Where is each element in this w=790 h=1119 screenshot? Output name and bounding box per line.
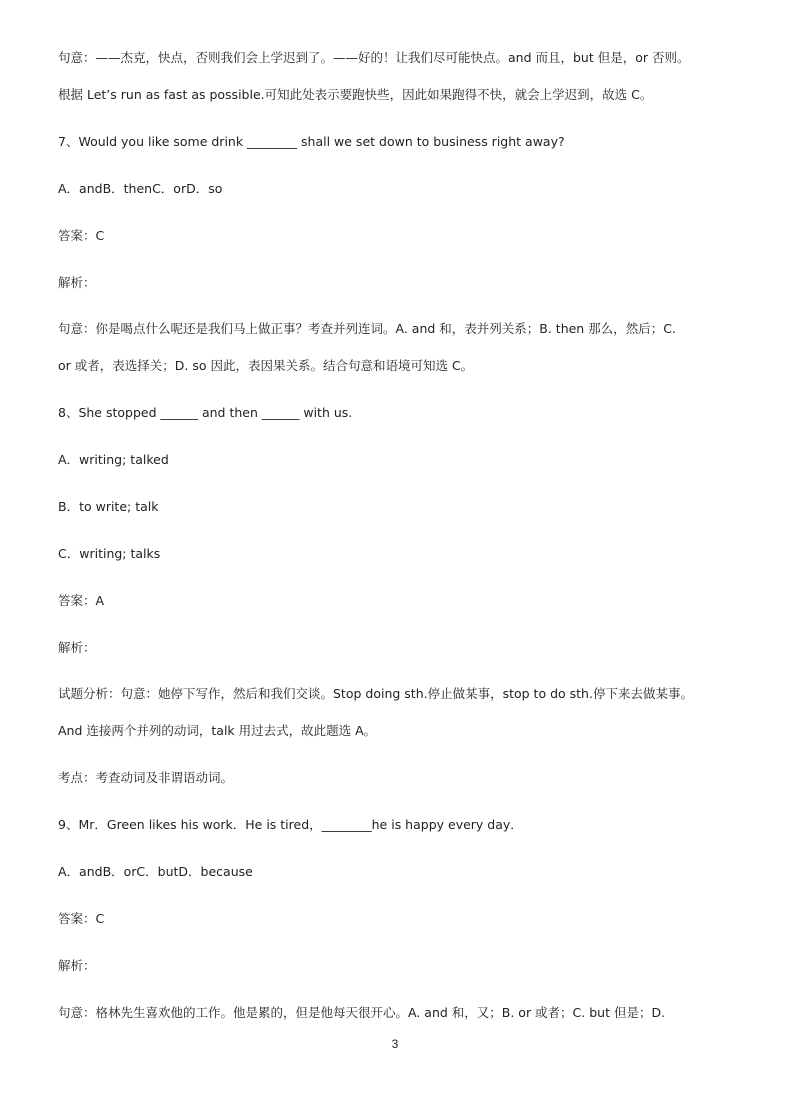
question-8-explanation: And 连接两个并列的动词，talk 用过去式，故此题选 A。 [58,723,377,738]
question-8-text: 8、She stopped ______ and then ______ with us. [58,405,353,420]
question-7-explanation: 句意：你是喝点什么呢还是我们马上做正事？考查并列连词。A. and 和，表并列关系；B. then 那么，然后；C. [58,321,676,336]
question-9-options: A．andB．orC．butD．because [58,864,253,879]
question-7-analysis-label: 解析： [58,275,96,290]
question-8-option-c: C．writing; talks [58,546,161,561]
explanation-line: 句意：——杰克，快点，否则我们会上学迟到了。——好的！让我们尽可能快点。and 而且，but 但是，or 否则。 [58,50,690,65]
question-9-analysis-label: 解析： [58,958,96,973]
explanation-line: 根据 Let’s run as fast as possible.可知此处表示要跑快些，因此如果跑得不快，就会上学迟到，故选 C。 [58,87,653,102]
question-7-options: A．andB．thenC．orD．so [58,181,223,196]
question-9-text: 9、Mr．Green likes his work．He is tired，________he is happy every day． [58,817,523,832]
question-9-answer: 答案：C [58,911,105,926]
question-8-answer: 答案：A [58,593,105,608]
question-9-explanation: 句意：格林先生喜欢他的工作。他是累的，但是他每天很开心。A. and 和，又；B. or 或者；C. but 但是；D. [58,1005,666,1020]
question-7-text: 7、Would you like some drink ________ shall we set down to business right away? [58,134,565,149]
question-8-option-b: B．to write; talk [58,499,159,514]
question-8-key-point: 考点：考查动词及非谓语动词。 [58,770,234,785]
question-8-explanation: 试题分析：句意：她停下写作，然后和我们交谈。Stop doing sth.停止做某事，stop to do sth.停下来去做某事。 [58,686,693,701]
question-8-option-a: A．writing; talked [58,452,169,467]
question-7-answer: 答案：C [58,228,105,243]
question-8-analysis-label: 解析： [58,640,96,655]
question-7-explanation: or 或者，表选择关；D. so 因此，表因果关系。结合句意和语境可知选 C。 [58,358,474,373]
page-number: 3 [391,1037,399,1051]
